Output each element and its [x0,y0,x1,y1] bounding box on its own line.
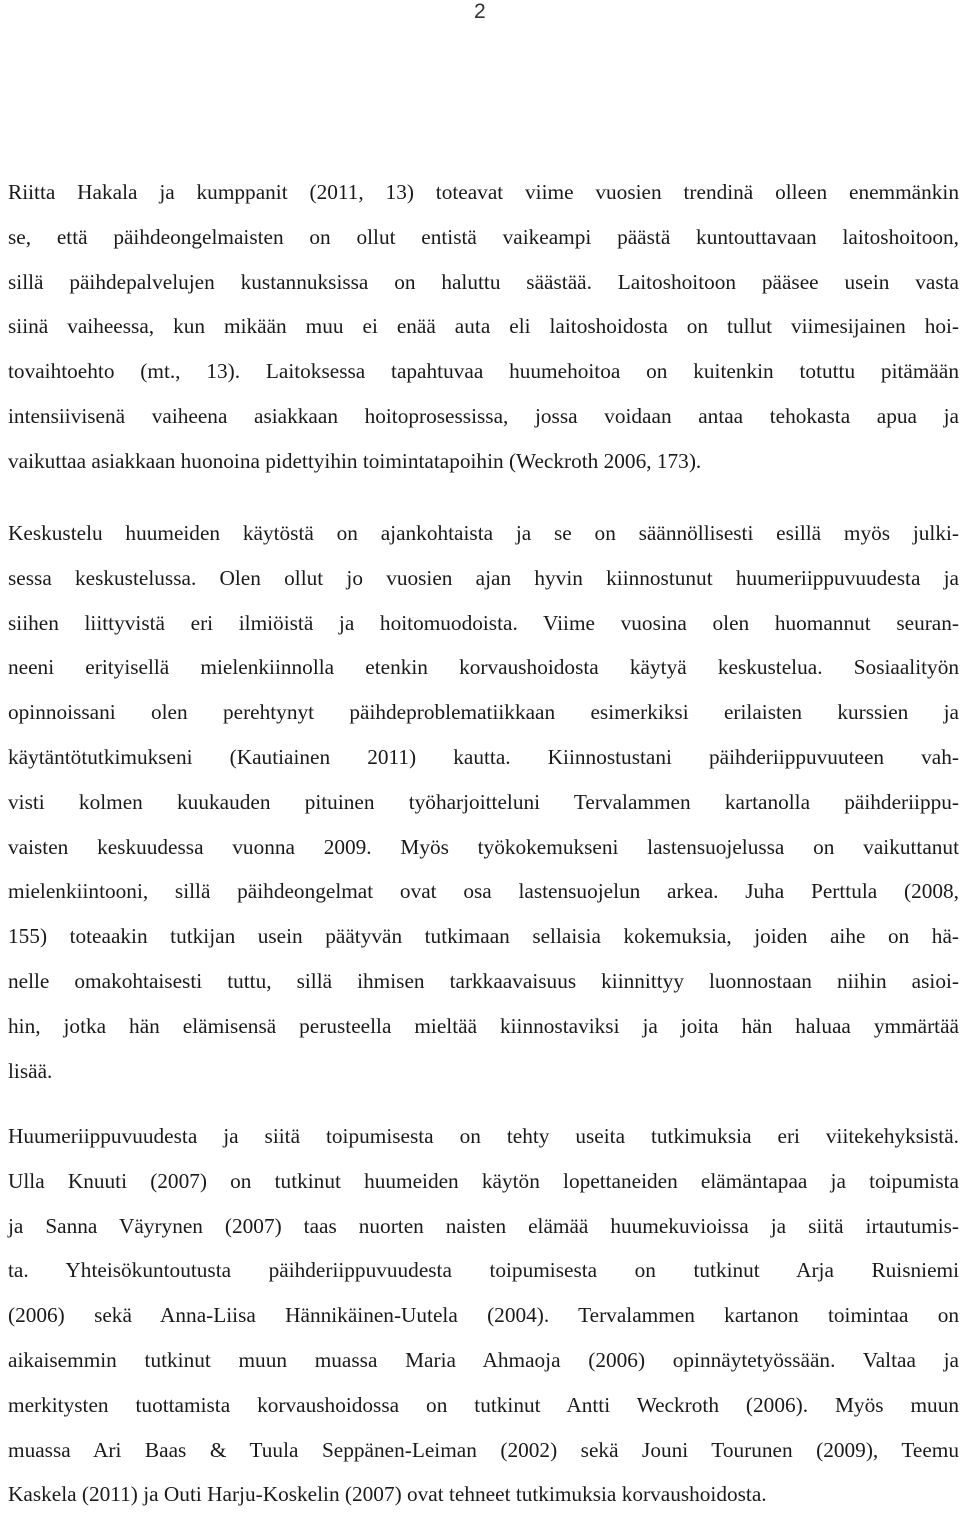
text-line: (2006) sekä Anna-Liisa Hännikäinen-Uutela (2004). Tervalammen kartanon toimintaa on [8,1303,959,1328]
paragraph-3 [8,1121,959,1524]
text-line: Riitta Hakala ja kumppanit (2011, 13) toteavat viime vuosien trendinä olleen enemmänkin [8,180,959,204]
page-number: 2 [474,0,486,23]
text-line: se, että päihdeongelmaisten on ollut entistä vaikeampi päästä kuntouttavaan laitoshoitoon, [8,224,959,249]
text-line: Huumeriippuvuudesta ja siitä toipumisesta on tehty useita tutkimuksia eri viitekehyksistä. [8,1124,959,1148]
text-line: Ulla Knuuti (2007) on tutkinut huumeiden käytön lopettaneiden elämäntapaa ja toipumista [8,1168,959,1193]
text-line: vaikuttaa asiakkaan huonoina pidettyihin toimintatapoihin (Weckroth 2006, 173). [8,448,702,473]
text-line: hin, jotka hän elämisensä perusteella mieltää kiinnostaviksi ja joita hän haluaa ymmärtää [8,1013,959,1038]
text-line: intensiivisenä vaiheena asiakkaan hoitoprosessissa, jossa voidaan antaa tehokasta apua ja [8,403,959,428]
text-line: ta. Yhteisökuntoutusta päihderiippuvuudesta toipumisesta on tutkinut Arja Ruisniemi [8,1258,959,1283]
text-line: nelle omakohtaisesti tuttu, sillä ihmisen tarkkaavaisuus kiinnittyy luonnostaan niihin asioi- [8,968,959,993]
text-line: käytäntötutkimukseni (Kautiainen 2011) kautta. Kiinnostustani päihderiippuvuuteen vah- [8,744,959,769]
paragraph-1 [8,177,959,491]
text-line: Kaskela (2011) ja Outi Harju-Koskelin (2007) ovat tehneet tutkimuksia korvaushoidosta. [8,1482,767,1507]
text-line: sessa keskustelussa. Olen ollut jo vuosien ajan hyvin kiinnostunut huumeriippuvuudesta ja [8,565,959,590]
text-line: siihen liittyvistä eri ilmiöistä ja hoitomuodoista. Viime vuosina olen huomannut seuran- [8,610,959,635]
text-line: siinä vaiheessa, kun mikään muu ei enää auta eli laitoshoidosta on tullut viimesijainen hoi- [8,314,959,339]
text-line: neeni erityisellä mielenkiinnolla etenkin korvaushoidosta käytyä keskustelua. Sosiaalityön [8,655,959,680]
text-line: merkitysten tuottamista korvaushoidossa on tutkinut Antti Weckroth (2006). Myös muun [8,1392,959,1417]
text-line: sillä päihdepalvelujen kustannuksissa on haluttu säästää. Laitoshoitoon pääsee usein vasta [8,269,959,294]
text-line: muassa Ari Baas & Tuula Seppänen-Leiman (2002) sekä Jouni Tourunen (2009), Teemu [8,1437,959,1462]
paragraph-2 [8,518,959,1100]
text-line: tovaihtoehto (mt., 13). Laitoksessa tapahtuvaa huumehoitoa on kuitenkin totuttu pitämään [8,359,959,384]
text-line: ja Sanna Väyrynen (2007) taas nuorten naisten elämää huumekuvioissa ja siitä irtautumis- [8,1213,959,1238]
text-line: lisää. [8,1058,53,1083]
text-line: opinnoissani olen perehtynyt päihdeproblematiikkaan esimerkiksi erilaisten kurssien ja [8,700,959,725]
text-line: 155) toteaakin tutkijan usein päätyvän tutkimaan sellaisia kokemuksia, joiden aihe on hä- [8,924,959,949]
text-line: Keskustelu huumeiden käytöstä on ajankohtaista ja se on säännöllisesti esillä myös julki- [8,521,959,545]
text-line: visti kolmen kuukauden pituinen työharjoitteluni Tervalammen kartanolla päihderiippu- [8,789,959,814]
text-line: aikaisemmin tutkinut muun muassa Maria Ahmaoja (2006) opinnäytetyössään. Valtaa ja [8,1347,959,1372]
text-line: vaisten keskuudessa vuonna 2009. Myös työkokemukseni lastensuojelussa on vaikuttanut [8,834,959,859]
text-line: mielenkiintooni, sillä päihdeongelmat ovat osa lastensuojelun arkea. Juha Perttula (2008, [8,879,959,904]
